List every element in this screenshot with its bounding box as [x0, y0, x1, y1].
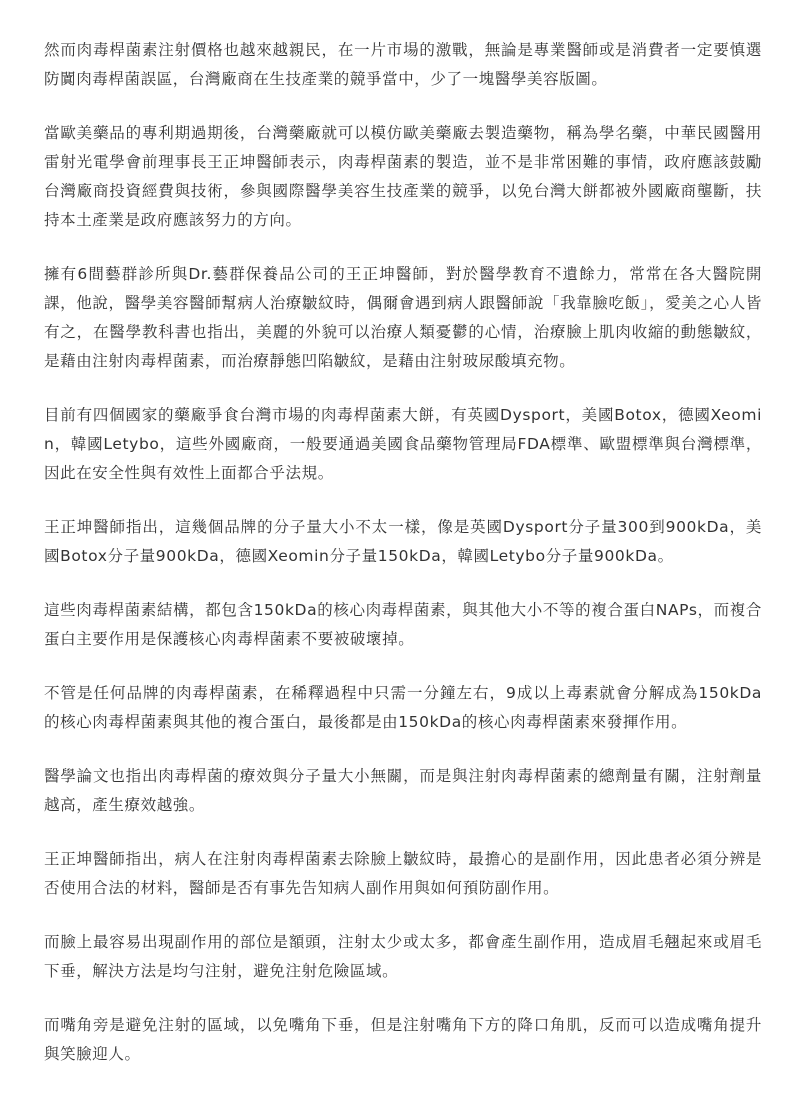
paragraph-6: 這些肉毒桿菌素結構，都包含150kDa的核心肉毒桿菌素，與其他大小不等的複合蛋白NAPs，而複合蛋白主要作用是保護核心肉毒桿菌素不要被破壞掉。: [44, 601, 762, 648]
paragraph-5: 王正坤醫師指出，這幾個品牌的分子量大小不太一樣，像是英國Dysport分子量300到900kDa，美國Botox分子量900kDa，德國Xeomin分子量150kDa，韓國Letybo分子量900kDa。: [44, 518, 762, 565]
paragraph-3: 擁有6間藝群診所與Dr.藝群保養品公司的王正坤醫師，對於醫學教育不遺餘力，常常在各大醫院開課，他說，醫學美容醫師幫病人治療皺紋時，偶爾會遇到病人跟醫師說「我靠臉吃飯」，愛美之心人皆有之，在醫學教科書也指出，美麗的外貌可以治療人類憂鬱的心情，治療臉上肌肉收縮的動態皺紋，是藉由注射肉毒桿菌素，而治療靜態凹陷皺紋，是藉由注射玻尿酸填充物。: [44, 265, 762, 370]
paragraph-4: 目前有四個國家的藥廠爭食台灣市場的肉毒桿菌素大餅，有英國Dysport，美國Botox，德國Xeomin，韓國Letybo，這些外國廠商，一般要通過美國食品藥物管理局FDA標準、歐盟標準與台灣標準，因此在安全性與有效性上面都合乎法規。: [44, 406, 762, 482]
paragraph-10: 而臉上最容易出現副作用的部位是額頭，注射太少或太多，都會產生副作用，造成眉毛翹起來或眉毛下垂，解決方法是均勻注射，避免注射危險區域。: [44, 933, 762, 980]
paragraph-8: 醫學論文也指出肉毒桿菌的療效與分子量大小無關，而是與注射肉毒桿菌素的總劑量有關，注射劑量越高，產生療效越強。: [44, 767, 762, 814]
article-body: [44, 36, 762, 1094]
paragraph-9: 王正坤醫師指出，病人在注射肉毒桿菌素去除臉上皺紋時，最擔心的是副作用，因此患者必須分辨是否使用合法的材料，醫師是否有事先告知病人副作用與如何預防副作用。: [44, 850, 762, 897]
paragraph-1: 然而肉毒桿菌素注射價格也越來越親民，在一片市場的激戰，無論是專業醫師或是消費者一定要慎選防闐肉毒桿菌誤區，台灣廠商在生技產業的競爭當中，少了一塊醫學美容版圖。: [44, 41, 762, 88]
paragraph-2: 當歐美藥品的專利期過期後，台灣藥廠就可以模仿歐美藥廠去製造藥物，稱為學名藥，中華民國醫用雷射光電學會前理事長王正坤醫師表示，肉毒桿菌素的製造，並不是非常困難的事情，政府應該鼓勵台灣廠商投資經費與技術，參與國際醫學美容生技產業的競爭，以免台灣大餅都被外國廠商壟斷，扶持本土產業是政府應該努力的方向。: [44, 124, 762, 229]
paragraph-11: 而嘴角旁是避免注射的區域，以免嘴角下垂，但是注射嘴角下方的降口角肌，反而可以造成嘴角提升與笑臉迎人。: [44, 1016, 762, 1063]
paragraph-7: 不管是任何品牌的肉毒桿菌素，在稀釋過程中只需一分鐘左右，9成以上毒素就會分解成為150kDa的核心肉毒桿菌素與其他的複合蛋白，最後都是由150kDa的核心肉毒桿菌素來發揮作用。: [44, 684, 762, 731]
